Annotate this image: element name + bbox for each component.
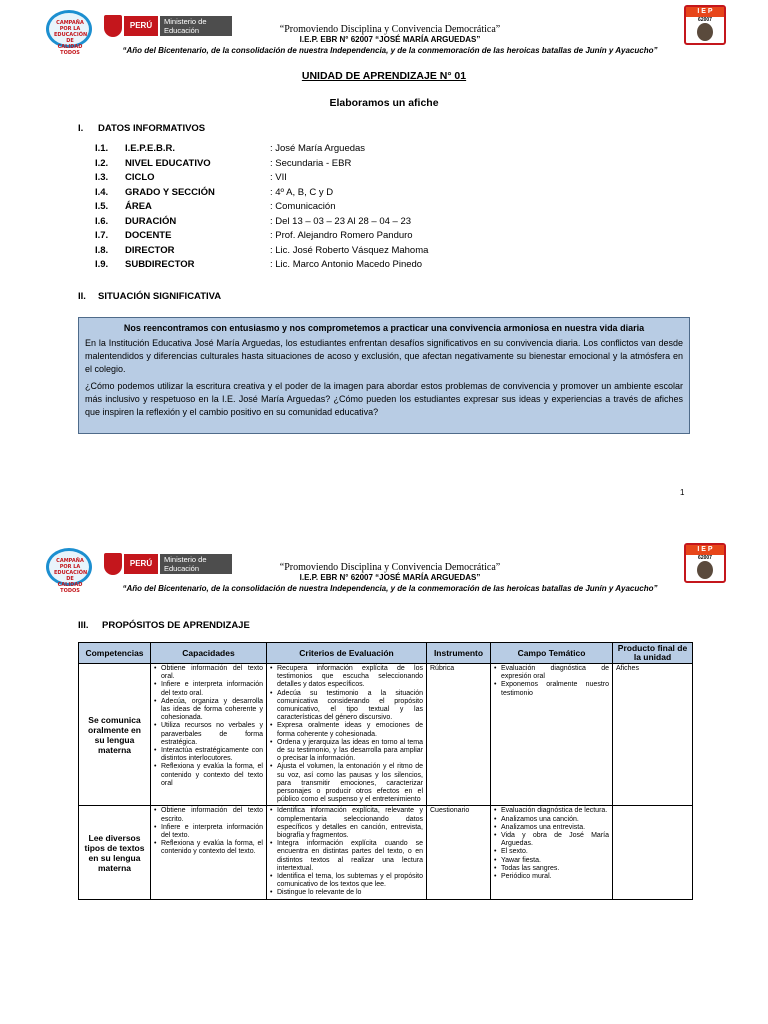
info-value: : Prof. Alejandro Romero Panduro <box>270 230 413 241</box>
list-item: • El sexto. <box>494 848 609 856</box>
list-item: • Infiere e interpreta información del texto. <box>154 824 263 840</box>
col-header: Capacidades <box>151 643 267 664</box>
table-row <box>79 664 693 806</box>
unit-subtitle: Elaboramos un afiche <box>329 97 439 109</box>
list-item: • Infiere e interpreta información del texto oral. <box>154 681 263 697</box>
list-item: • Distingue lo relevante de lo <box>270 889 423 897</box>
peru-shield-icon <box>104 553 122 575</box>
peru-label: PERÚ <box>124 554 158 574</box>
list-item: • Periódico mural. <box>494 873 609 881</box>
info-number: I.9. <box>95 259 109 270</box>
year-name: “Año del Bicentenario, de la consolidación de nuestra Independencia, y de la conmemoración de las heroicas batallas de Junín y Ayacucho” <box>122 584 658 593</box>
list-item: • Utiliza recursos no verbales y paraverbales de forma estratégica. <box>154 722 263 747</box>
list-item: • Analizamos una canción. <box>494 816 609 824</box>
list-item: • Evaluación diagnóstica de expresión oral <box>494 665 609 681</box>
ministry-logo <box>104 13 232 39</box>
info-number: I.2. <box>95 157 109 169</box>
info-value: : Lic. Marco Antonio Macedo Pinedo <box>270 259 423 270</box>
list-item: • Reflexiona y evalúa la forma, el contenido y contexto del texto oral <box>154 763 263 788</box>
info-value: : Comunicación <box>270 201 336 212</box>
header-motto: “Promoviendo Disciplina y Convivencia Democrática” <box>279 562 501 573</box>
producto-cell: Afiches <box>613 664 693 806</box>
info-row <box>95 259 515 274</box>
info-row <box>95 187 515 202</box>
list-item: • Adecúa, organiza y desarrolla las ideas de forma coherente y cohesionada. <box>154 698 263 723</box>
list-item: • Ordena y jerarquiza las ideas en torno al tema de su testimonio, y las desarrolla para ampliar o precisar la información. <box>270 739 423 764</box>
unit-title: UNIDAD DE APRENDIZAJE N° 01 <box>301 70 467 82</box>
info-row <box>95 216 515 231</box>
info-value: : 4º A, B, C y D <box>270 186 334 198</box>
section-heading-datos: I. DATOS INFORMATIVOS <box>78 123 206 134</box>
page-number: 1 <box>680 488 685 497</box>
col-header: Instrumento <box>427 643 491 664</box>
list-item: • Vida y obra de José María Arguedas. <box>494 832 609 848</box>
producto-cell <box>613 806 693 899</box>
campaign-logo: CAMPAÑA POR LA EDUCACIÓN DE CALIDAD TODOS <box>46 10 92 48</box>
section-heading-propositos: III. PROPÓSITOS DE APRENDIZAJE <box>78 620 250 631</box>
instrumento-cell: Rúbrica <box>427 664 491 806</box>
list-item: • Reflexiona y evalúa la forma, el contenido y contexto del texto. <box>154 840 263 856</box>
info-row <box>95 201 515 216</box>
criterios-cell <box>267 806 427 899</box>
info-value: : Lic. José Roberto Vásquez Mahoma <box>270 244 429 256</box>
list-item: • Evaluación diagnóstica de lectura. <box>494 807 609 815</box>
purposes-table <box>78 642 693 900</box>
list-item: • Obtiene información del texto oral. <box>154 665 263 681</box>
info-number: I.7. <box>95 230 109 241</box>
school-logo: I E P 62007 <box>684 5 726 45</box>
info-value: : José María Arguedas <box>270 143 366 154</box>
info-value: : VII <box>270 172 287 183</box>
school-logo: I E P 62007 <box>684 543 726 583</box>
list-item: • Adecúa su testimonio a la situación comunicativa considerando el propósito comunicativo, el tipo textual y las características del género discursivo. <box>270 690 423 723</box>
list-item: • Integra información explícita cuando se encuentra en distintas partes del texto, o en distintos textos al realizar una lectura intertextual. <box>270 840 423 873</box>
info-row <box>95 230 515 245</box>
section-heading-situacion: II. SITUACIÓN SIGNIFICATIVA <box>78 291 222 302</box>
list-item: • Recupera información explícita de los testimonios que escucha seleccionando detalles y datos específicos. <box>270 665 423 690</box>
list-item: • Analizamos una entrevista. <box>494 824 609 832</box>
info-value: : Del 13 – 03 – 23 Al 28 – 04 – 23 <box>270 215 412 227</box>
info-label: CICLO <box>125 172 155 183</box>
info-label: ÁREA <box>125 201 152 212</box>
ministry-label: Ministerio de Educación <box>160 554 232 574</box>
peru-shield-icon <box>104 15 122 37</box>
table-row <box>79 806 693 899</box>
info-label: I.E.P.E.B.R. <box>125 143 175 154</box>
portrait-icon <box>697 23 713 41</box>
info-label: DIRECTOR <box>125 244 175 256</box>
info-list <box>95 143 515 274</box>
info-row <box>95 245 515 260</box>
info-row <box>95 158 515 173</box>
col-header: Criterios de Evaluación <box>267 643 427 664</box>
campaign-logo: CAMPAÑA POR LA EDUCACIÓN DE CALIDAD TODOS <box>46 548 92 586</box>
list-item: • Expresa oralmente ideas y emociones de forma coherente y cohesionada. <box>270 722 423 738</box>
info-label: GRADO Y SECCIÓN <box>125 186 215 198</box>
capacidades-cell <box>151 806 267 899</box>
info-label: DOCENTE <box>125 230 172 241</box>
school-name: I.E.P. EBR N° 62007 “JOSÉ MARÍA ARGUEDAS” <box>299 573 481 582</box>
list-item: • Obtiene información del texto escrito. <box>154 807 263 823</box>
peru-label: PERÚ <box>124 16 158 36</box>
info-number: I.3. <box>95 172 109 183</box>
list-item: • Identifica el tema, los subtemas y el propósito comunicativo de los textos que lee. <box>270 873 423 889</box>
campo-cell <box>491 806 613 899</box>
info-label: DURACIÓN <box>125 215 177 227</box>
criterios-cell <box>267 664 427 806</box>
instrumento-cell: Cuestionario <box>427 806 491 899</box>
info-label: SUBDIRECTOR <box>125 259 195 270</box>
list-item: • Yawar fiesta. <box>494 857 609 865</box>
info-number: I.4. <box>95 186 109 198</box>
col-header: Competencias <box>79 643 151 664</box>
info-row <box>95 172 515 187</box>
info-number: I.6. <box>95 215 109 227</box>
list-item: • Identifica información explícita, relevante y complementaria seleccionando datos específicos y detalles en canción, entrevista, biografía y fragmentos. <box>270 807 423 840</box>
info-row <box>95 143 515 158</box>
col-header: Producto final de la unidad <box>613 643 693 664</box>
info-number: I.8. <box>95 244 109 256</box>
info-value: : Secundaria - EBR <box>270 157 352 169</box>
school-name: I.E.P. EBR N° 62007 “JOSÉ MARÍA ARGUEDAS” <box>299 35 481 44</box>
list-item: • Todas las sangres. <box>494 865 609 873</box>
col-header: Campo Temático <box>491 643 613 664</box>
ministry-label: Ministerio de Educación <box>160 16 232 36</box>
situation-paragraph-1: En la Institución Educativa José María Arguedas, los estudiantes enfrentan desafíos significativos en su convivencia diaria. Los conflictos van desde malentendidos y diferencias culturales hasta situaciones de acoso y exclusión, que afectan negativamente su bienestar emocional y la atmósfera en el colegio. <box>85 338 683 374</box>
year-name: “Año del Bicentenario, de la consolidación de nuestra Independencia, y de la conmemoración de las heroicas batallas de Junín y Ayacucho” <box>122 46 658 55</box>
info-label: NIVEL EDUCATIVO <box>125 157 211 169</box>
table-header-row <box>79 643 693 664</box>
list-item: • Interactúa estratégicamente con distintos interlocutores. <box>154 747 263 763</box>
capacidades-cell <box>151 664 267 806</box>
ministry-logo <box>104 551 232 577</box>
page-header <box>0 538 768 596</box>
info-number: I.1. <box>95 143 109 154</box>
portrait-icon <box>697 561 713 579</box>
campo-cell <box>491 664 613 806</box>
list-item: • Exponemos oralmente nuestro testimonio <box>494 681 609 697</box>
situation-paragraph-2: ¿Cómo podemos utilizar la escritura creativa y el poder de la imagen para abordar estos problemas de convivencia y promover un ambiente escolar más inclusivo y respetuoso en la I.E. José María Arguedas? ¿Cómo pueden los estudiantes expresar sus ideas y experiencias a través de afiches que inspiren la reflexión y el cambio positivo en su comunidad educativa? <box>85 381 683 417</box>
page-2 <box>0 538 768 1024</box>
info-number: I.5. <box>95 201 109 212</box>
competencia-cell: Lee diversos tipos de textos en su lengua materna <box>79 806 151 899</box>
page-gap <box>0 530 768 538</box>
competencia-cell: Se comunica oralmente en su lengua materna <box>79 664 151 806</box>
situation-heading: Nos reencontramos con entusiasmo y nos comprometemos a practicar una convivencia armoniosa en nuestra vida diaria <box>123 323 645 333</box>
list-item: • Ajusta el volumen, la entonación y el ritmo de su voz, así como las pausas y los silencios, para transmitir emociones, caracterizar personajes o producir otros efectos en el público como el suspenso y el entretenimiento <box>270 763 423 804</box>
page-header <box>0 0 768 58</box>
situation-box <box>78 317 690 434</box>
header-motto: “Promoviendo Disciplina y Convivencia Democrática” <box>279 24 501 35</box>
